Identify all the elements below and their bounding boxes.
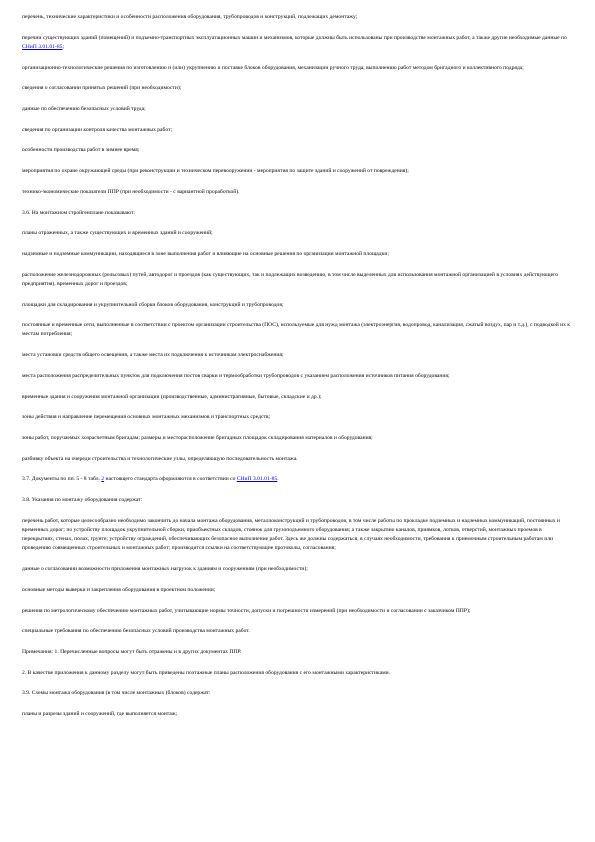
paragraph: места расположения распределительных пунктов для подключения постов сварки и термообработки трубопроводов с указанием расположения источников питания оборудования;: [22, 372, 450, 379]
paragraph: планы отраженных, а также существующих и временных зданий и сооружений;: [22, 230, 213, 237]
paragraph: сведения по организации контроля качества монтажных работ;: [22, 126, 173, 133]
section-heading: 3.6. На монтажном стройгенплане показывают:: [22, 209, 135, 216]
paragraph: перечень, технические характеристики и особенности расположения оборудования, трубопроводов и конструкций, подлежащих демонтажу;: [22, 14, 358, 20]
paragraph: надземные и подземные коммуникации, находящиеся в зоне выполнения работ и влияющие на основные решения по организации монтажной площадки;: [22, 250, 389, 257]
section-heading: 3.8. Указания по монтажу оборудования содержат:: [22, 497, 143, 504]
snip-link[interactable]: СНиП 3.01.01-85: [22, 43, 63, 50]
paragraph: планы и разрезы зданий и сооружений, где выполняется монтаж;: [22, 711, 178, 718]
section-heading: 3.7. Документы по пп. 5 - 8 табл. 2 настоящего стандарта оформляются в соответствии со СНиП 3.01.01-85.: [22, 476, 279, 483]
paragraph: площадки для складирования и укрупнительной сборки блоков оборудования, конструкций и трубопроводов;: [22, 301, 284, 308]
section-heading: 3.9. Схемы монтажа оборудования (в том числе монтажных (блоков) содержат:: [22, 690, 211, 697]
paragraph: места установки средств общего освещения, а также места их подключения к источникам электроснабжения;: [22, 352, 284, 359]
paragraph: разбивку объекта на очереди строительства и технологические узлы, определяющую последовательность монтажа.: [22, 455, 298, 462]
note: Примечания: 1. Перечисленные вопросы могут быть отражены и в других документах ППР.: [22, 648, 242, 655]
note: 2. В качестве приложения к данному разделу могут быть приведены поэтажные планы расположения оборудования с его монтажными характеристиками.: [22, 669, 391, 676]
snip-link[interactable]: СНиП 3.01.01-85: [236, 476, 278, 483]
paragraph: организационно-технологические решения по изготовлению и (или) укрупнению и поставке блоков оборудования, механизации ручного труда, выполнению работ методом бригадного и коллективного подряда;: [22, 64, 524, 71]
paragraph: перечень работ, которые целесообразно необходимо закончить до начала монтажа оборудования, металлоконструкций и трубопроводов, в том числе работы по прокладке подземных и надземных коммуникаций, постоянных и временных дорог; по устройству площадок укрупнительной сборки, приобъектных складов, стоянок для грузоподъемного оборудования; а также закрытию каналов, приямков, лотков, отверстий, монтажных проемов в перекрытиях, стенах, полах, грунте; устройству ограждений, обеспечивающих безопасное выполнение работ. Здесь же должны содержаться, в случаях необходимости, требования к приемочным строительным работам или проведению совмещенных строительных и монтажных работ; производится ссылки на соответствующие протоколы, согласования;: [22, 517, 560, 552]
paragraph: зоны действия и направление перемещения основных монтажных механизмов и транспортных средств;: [22, 414, 271, 421]
document-page: [22, 13, 573, 731]
paragraph: временные здания и сооружения монтажной организации (производственные, административные, бытовые, складские и др.);: [22, 393, 322, 400]
paragraph: расположение железнодорожных (рельсовых) путей, автодорог и проездов (как существующих, так и подлежащих возведению, в том числе выделенных для использования монтажной организацией в условиях действующего предприятия), временных дорог и проездов;: [22, 271, 559, 287]
paragraph: основные методы выверки и закрепления оборудования в проектном положении;: [22, 586, 216, 593]
paragraph: решения по метрологическому обеспечению монтажных работ, учитывающие нормы точности, допуски и погрешности измерений (при необходимости и согласовании с заказчиком ППР);: [22, 607, 471, 614]
paragraph: специальные требования по обеспечению безопасных условий производства монтажных работ.: [22, 628, 250, 635]
paragraph: данные о согласовании возможности приложения монтажных нагрузок к зданиям и сооружениям (при необходимости);: [22, 566, 308, 573]
paragraph: постоянные и временные сети, выполненные в соответствии с проектом организации строительства (ПОС), используемые для нужд монтажа (электроэнергия, водопровод, канализация, сжатый воздух, пар и т.д.), с подводкой их к местам потребления;: [22, 322, 570, 338]
paragraph: особенности производства работ в зимнее время;: [22, 147, 140, 154]
paragraph: технико-экономические показатели ППР (при необходимости - с вариантной проработкой).: [22, 188, 240, 195]
paragraph: данные по обеспечению безопасных условий труда;: [22, 106, 146, 113]
paragraph: сведения о согласовании принятых решений (при необходимости);: [22, 85, 182, 92]
paragraph: мероприятия по охране окружающей среды (при реконструкции и техническом перевооружении - мероприятия по защите зданий и сооружений от повреждения);: [22, 168, 409, 175]
table-link[interactable]: 2: [101, 476, 105, 483]
paragraph: зоны работ, поручаемых хозрасчетным бригадам; размеры и месторасположение бригадных площадок складирования материалов и оборудования;: [22, 434, 373, 441]
paragraph: перечни существующих зданий (помещений) и подъемно-транспортных эксплуатационных машин и механизмов, которые должны быть использованы при производстве монтажных работ, а также другие необходимые данные по СНиП 3.01.01-85;: [22, 34, 567, 50]
